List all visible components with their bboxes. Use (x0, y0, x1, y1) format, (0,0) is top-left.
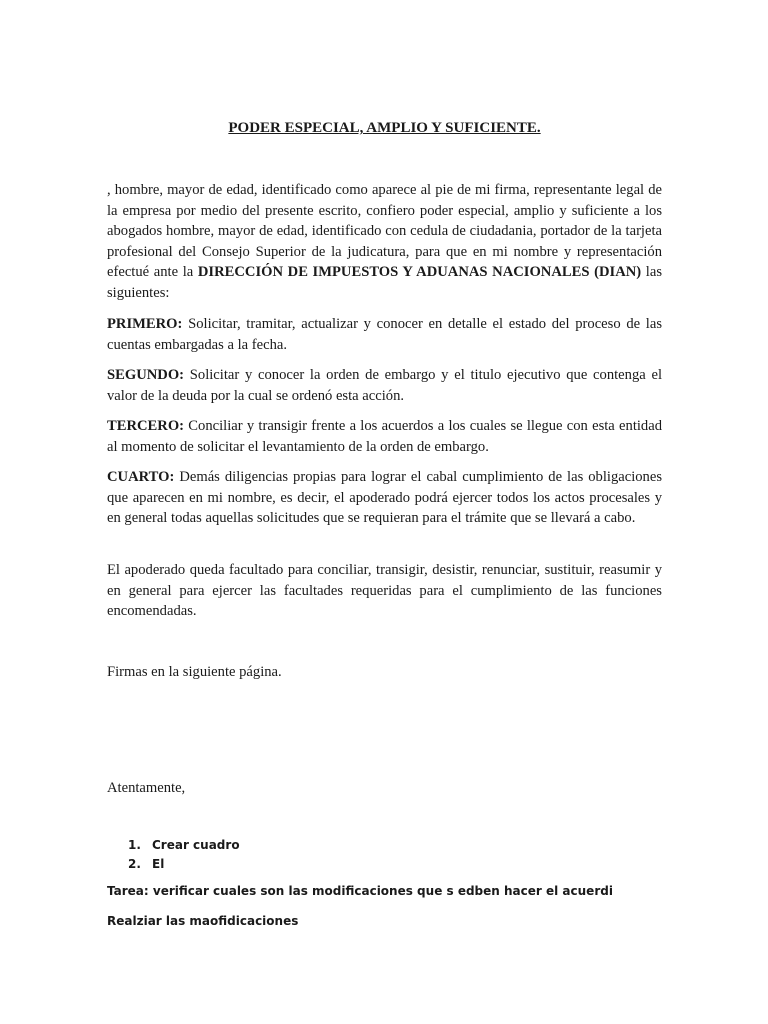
clause-label: CUARTO: (107, 469, 175, 485)
clause-label: PRIMERO: (107, 316, 183, 332)
clause-text: Solicitar y conocer la orden de embargo y el titulo ejecutivo que contenga el valor de la deuda por la cual se ordenó esta acción. (107, 367, 663, 404)
intro-closing: las siguientes: (107, 264, 662, 301)
clause-text: Conciliar y transigir frente a los acuerdos a los cuales se llegue con esta entidad al momento de solicitar el levantamiento de la orden de embargo. (107, 418, 662, 455)
clause-primero (107, 314, 662, 355)
clause-label: TERCERO: (107, 418, 185, 434)
clause-text: Demás diligencias propias para lograr el cabal cumplimiento de las obligaciones que aparecen en mi nombre, es decir, el apoderado podrá ejercer todos los actos procesales y en general todas aquellas solicitudes que se requieran para el trámite que se llevará a cabo. (107, 469, 662, 527)
apoderado-paragraph: El apoderado queda facultado para conciliar, transigir, desistir, renunciar, sustituir, reasumir y en general para ejercer las facultades requeridas para el cumplimiento de las funciones encomendadas. (107, 562, 662, 620)
clause-segundo (107, 365, 662, 406)
list-item-text: El (152, 857, 165, 871)
intro-paragraph (107, 180, 662, 304)
list-item (128, 836, 240, 855)
clause-cuarto (107, 467, 662, 529)
intro-text: , hombre, mayor de edad, identificado como aparece al pie de mi firma, representante legal de la empresa por medio del presente escrito, confiero poder especial, amplio y suficiente a los abogados hombre, mayor de edad, identificado con cedula de ciudadania, portador de la tarjeta profesional del Consejo Superior de la judicatura, para que en mi nombre y representación efectué ante la (107, 182, 662, 281)
clause-tercero (107, 416, 662, 457)
intro-entity-name: DIRECCIÓN DE IMPUESTOS Y ADUANAS NACIONALES (DIAN) (197, 264, 642, 281)
clause-text: Solicitar, tramitar, actualizar y conocer en detalle el estado del proceso de las cuentas embargadas a la fecha. (107, 316, 662, 353)
document-title: PODER ESPECIAL, AMPLIO Y SUFICIENTE. (228, 120, 541, 136)
firmas-note: Firmas en la siguiente página. (107, 664, 282, 680)
task-note: Tarea: verificar cuales son las modificaciones que s edben hacer el acuerdi (107, 884, 613, 898)
clause-label: SEGUNDO: (107, 367, 185, 383)
list-item-text: Crear cuadro (152, 838, 240, 852)
list-item-number: 2. (128, 857, 141, 871)
numbered-list (128, 836, 240, 874)
closing-salutation: Atentamente, (107, 780, 186, 796)
list-item (128, 855, 240, 874)
task-followup: Realziar las maofidicaciones (107, 914, 299, 928)
list-item-number: 1. (128, 838, 141, 852)
